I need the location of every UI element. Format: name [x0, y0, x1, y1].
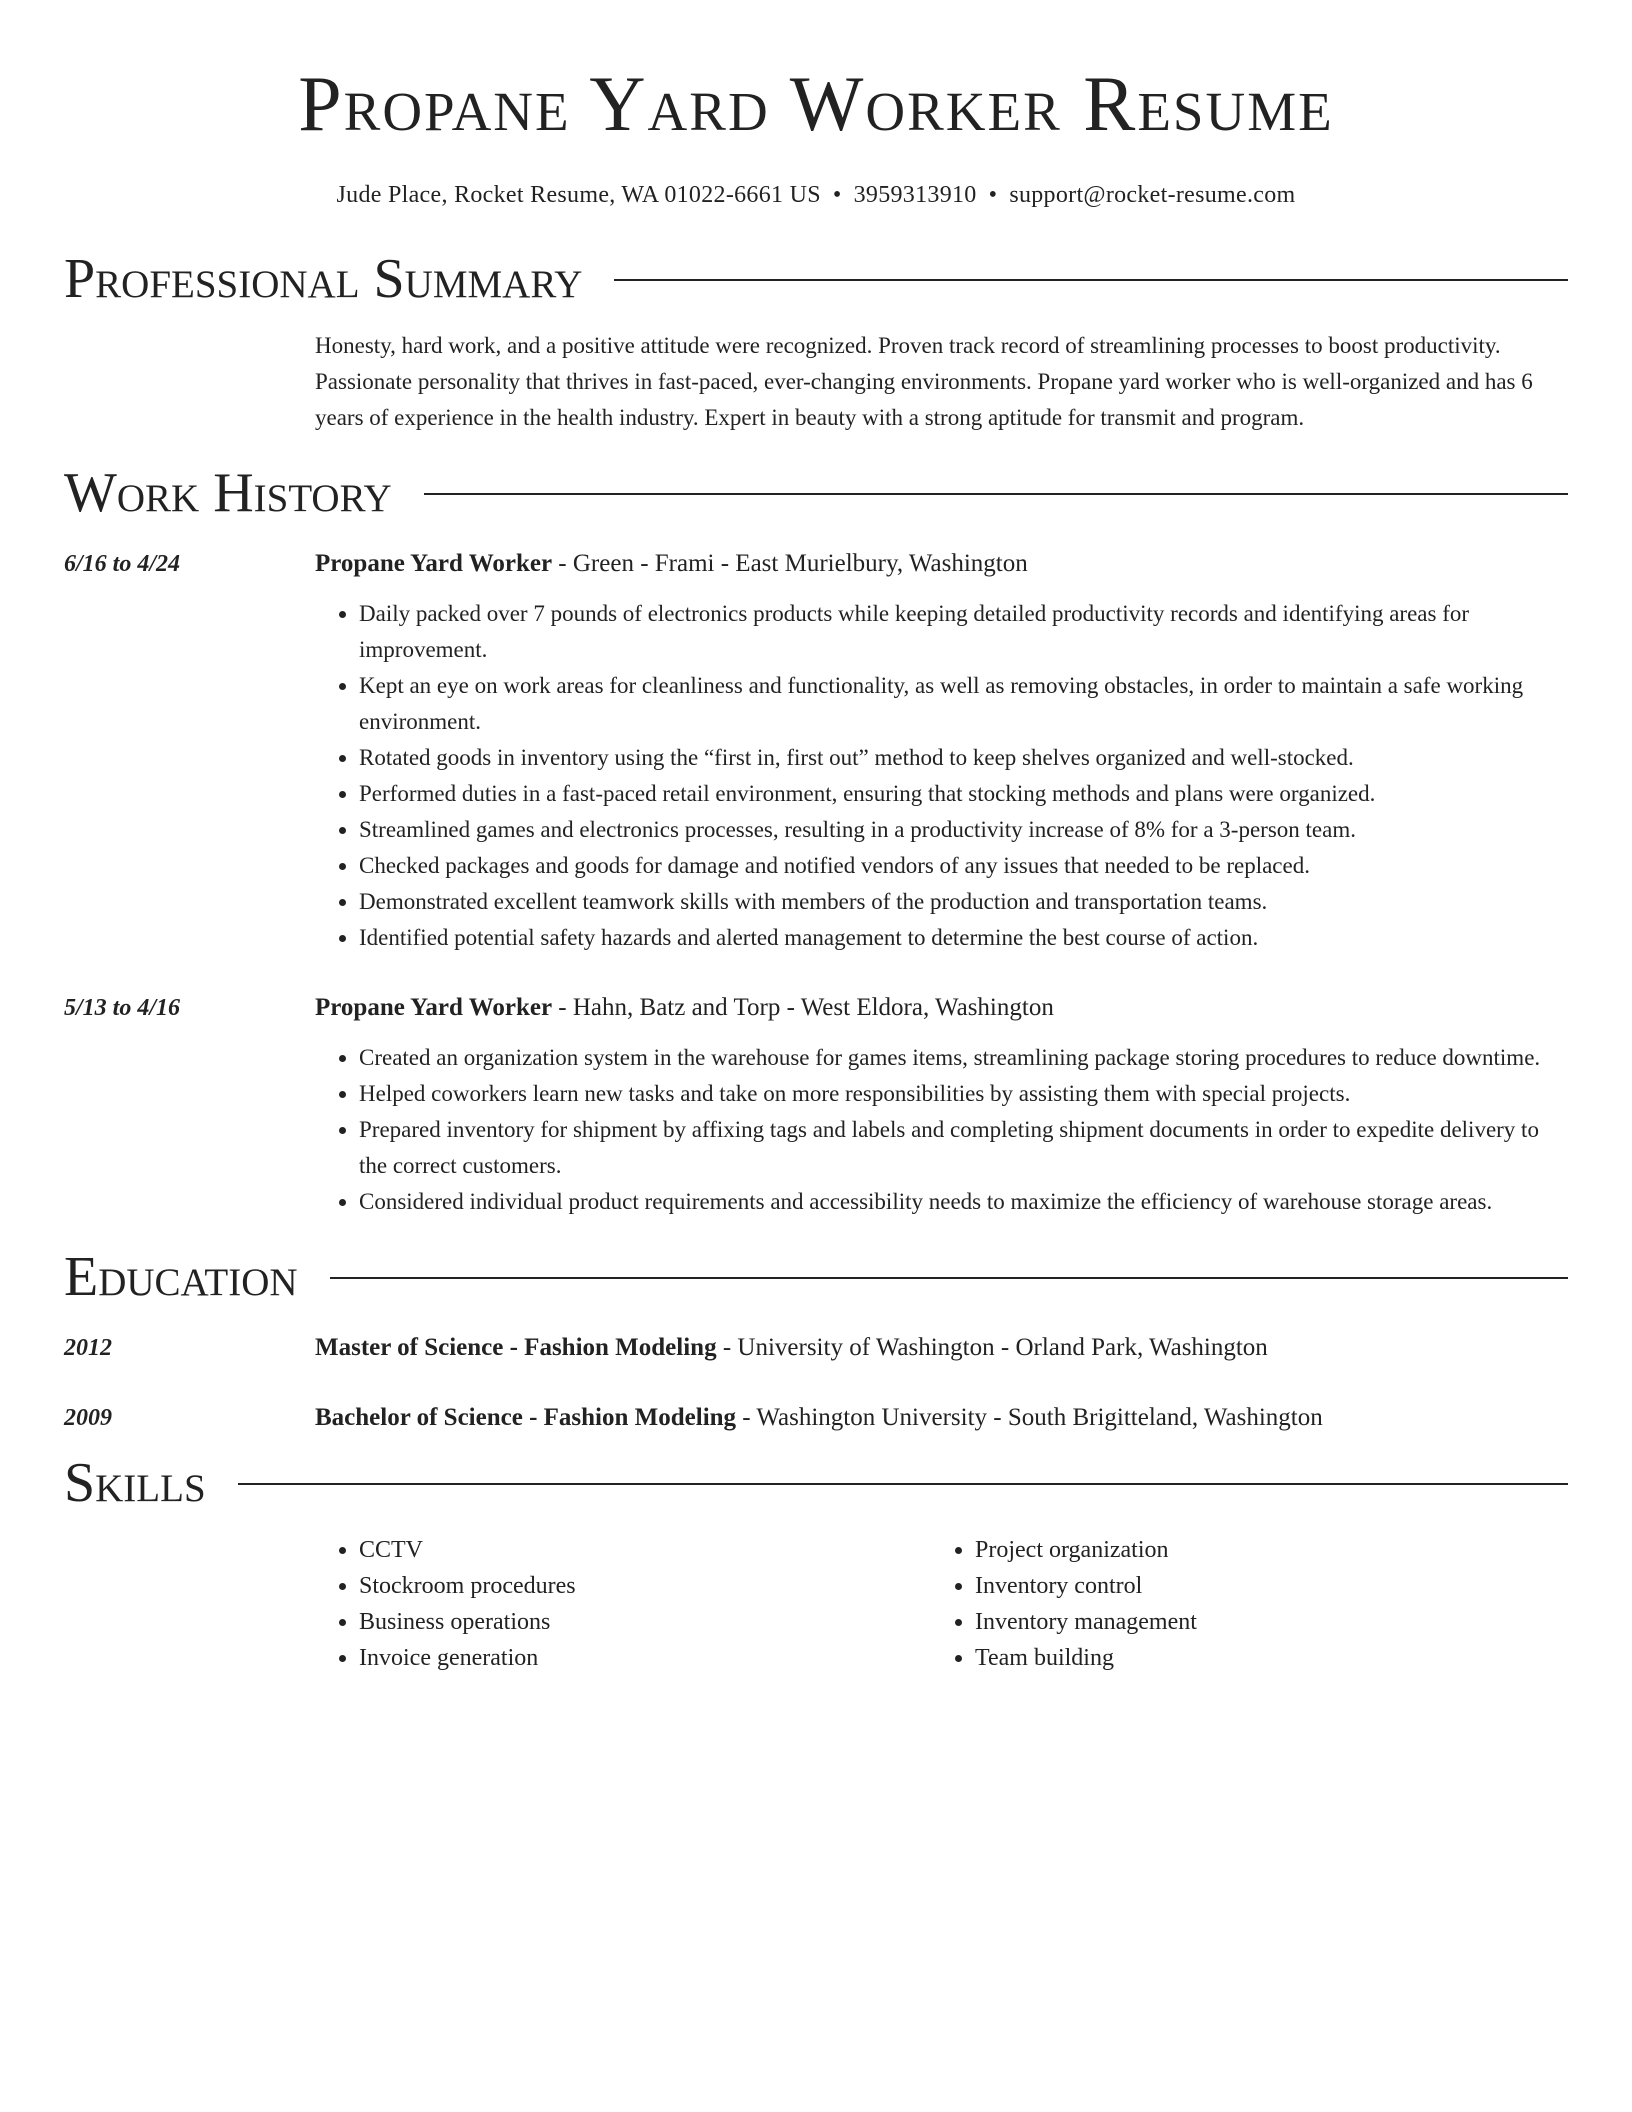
education-entry: [64, 1400, 1568, 1436]
education-body: [315, 1400, 1568, 1436]
education-details: - University of Washington - Orland Park, Washington: [716, 1334, 1268, 1361]
list-item: • Kept an eye on work areas for cleanliness and functionality, as well as removing obstacles, in order to maintain a safe working environment.: [359, 668, 1568, 740]
skills-section-header: [64, 1448, 1568, 1518]
work-heading: Work History: [64, 462, 392, 524]
job-title: Propane Yard Worker: [315, 994, 553, 1021]
list-item: • Created an organization system in the warehouse for games items, streamlining package storing procedures to reduce downtime.: [359, 1040, 1568, 1076]
job-title: Propane Yard Worker: [315, 550, 553, 577]
job-bullets: [315, 596, 1568, 956]
education-year: 2009: [64, 1405, 112, 1431]
contact-line: [64, 180, 1568, 210]
skills-heading: Skills: [64, 1452, 206, 1514]
skills-bullets: [315, 1532, 931, 1676]
job-dates: 6/16 to 4/24: [64, 551, 181, 577]
education-line: [315, 1400, 1568, 1436]
contact-email: support@rocket-resume.com: [1009, 182, 1296, 208]
resume-title: Propane Yard Worker Resume: [298, 60, 1334, 147]
skill-item: • Inventory management: [975, 1604, 1547, 1640]
summary-section-header: [64, 244, 1568, 314]
skills-list: [315, 1532, 1568, 1676]
work-section-header: [64, 458, 1568, 528]
education-details: - Washington University - South Brigitteland, Washington: [736, 1404, 1323, 1431]
job-entry: [64, 990, 1568, 1220]
job-details: - Hahn, Batz and Torp - West Eldora, Washington: [552, 994, 1054, 1021]
list-item: • Identified potential safety hazards and alerted management to determine the best course of action.: [359, 920, 1568, 956]
contact-separator: •: [832, 182, 842, 208]
job-bullets: [315, 1040, 1568, 1220]
job-body: [315, 546, 1568, 956]
skill-item: • Team building: [975, 1640, 1547, 1676]
list-item: • Prepared inventory for shipment by affixing tags and labels and completing shipment documents in order to expedite delivery to the correct customers.: [359, 1112, 1568, 1184]
job-details: - Green - Frami - East Murielbury, Washington: [552, 550, 1028, 577]
list-item: • Considered individual product requirements and accessibility needs to maximize the efficiency of warehouse storage areas.: [359, 1184, 1568, 1220]
job-title-line: [315, 990, 1568, 1026]
skill-item: • CCTV: [359, 1532, 931, 1568]
list-item: • Demonstrated excellent teamwork skills with members of the production and transportation teams.: [359, 884, 1568, 920]
list-item: • Daily packed over 7 pounds of electronics products while keeping detailed productivity records and identifying areas for improvement.: [359, 596, 1568, 668]
list-item: • Streamlined games and electronics processes, resulting in a productivity increase of 8% for a 3-person team.: [359, 812, 1568, 848]
list-item: • Checked packages and goods for damage and notified vendors of any issues that needed to be replaced.: [359, 848, 1568, 884]
degree-name: Master of Science - Fashion Modeling: [315, 1334, 717, 1361]
skill-item: • Project organization: [975, 1532, 1547, 1568]
section-divider: [424, 493, 1568, 495]
contact-phone: 3959313910: [853, 182, 977, 208]
education-entry: [64, 1330, 1568, 1366]
section-divider: [330, 1277, 1568, 1279]
degree-name: Bachelor of Science - Fashion Modeling: [315, 1404, 737, 1431]
job-entry: [64, 546, 1568, 956]
skill-item: • Inventory control: [975, 1568, 1547, 1604]
skills-column-right: [931, 1532, 1547, 1676]
contact-separator: •: [988, 182, 998, 208]
education-body: [315, 1330, 1568, 1366]
contact-address: Jude Place, Rocket Resume, WA 01022-6661 US: [336, 182, 821, 208]
section-divider: [614, 279, 1568, 281]
skills-bullets: [931, 1532, 1547, 1676]
education-heading: Education: [64, 1246, 298, 1308]
list-item: • Performed duties in a fast-paced retail environment, ensuring that stocking methods and plans were organized.: [359, 776, 1568, 812]
job-title-line: [315, 546, 1568, 582]
skill-item: • Stockroom procedures: [359, 1568, 931, 1604]
summary-heading: Professional Summary: [64, 248, 583, 310]
summary-text: Honesty, hard work, and a positive attitude were recognized. Proven track record of streamlining processes to boost productivity. Passionate personality that thrives in fast-paced, ever-changing environments. Propane yard worker who is well-organized and has 6 years of experience in the health industry. Expert in beauty with a strong aptitude for transmit and program.: [315, 333, 1533, 430]
job-body: [315, 990, 1568, 1220]
list-item: • Helped coworkers learn new tasks and take on more responsibilities by assisting them with special projects.: [359, 1076, 1568, 1112]
education-section-header: [64, 1242, 1568, 1312]
skill-item: • Invoice generation: [359, 1640, 931, 1676]
skill-item: • Business operations: [359, 1604, 931, 1640]
education-year: 2012: [64, 1335, 112, 1361]
resume-page: [64, 0, 1568, 1676]
list-item: • Rotated goods in inventory using the “first in, first out” method to keep shelves organized and well-stocked.: [359, 740, 1568, 776]
job-dates: 5/13 to 4/16: [64, 995, 181, 1021]
section-divider: [238, 1483, 1568, 1485]
skills-column-left: [315, 1532, 931, 1676]
education-line: [315, 1330, 1568, 1366]
